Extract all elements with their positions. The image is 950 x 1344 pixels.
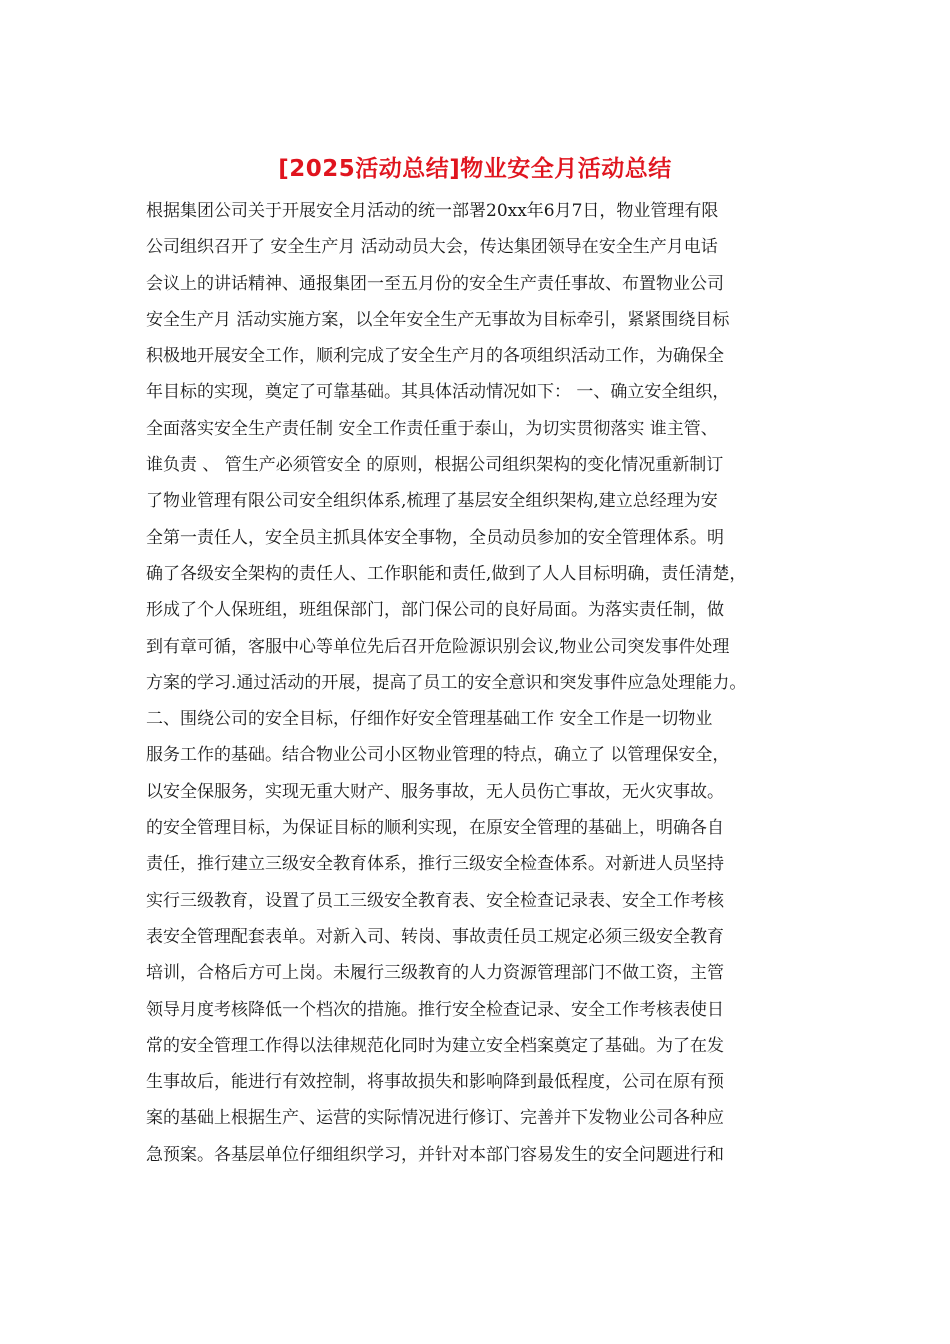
body-text-line: 到有章可循，客服中心等单位先后召开危险源识别会议,物业公司突发事件处理 [146,636,730,657]
body-text-line: 确了各级安全架构的责任人、工作职能和责任,做到了人人目标明确，责任清楚， [146,563,747,584]
body-text-line: 责任，推行建立三级安全教育体系，推行三级安全检查体系。对新进人员坚持 [146,854,724,875]
body-text-line: 培训，合格后方可上岗。未履行三级教育的人力资源管理部门不做工资，主管 [146,963,724,984]
body-text-line: 的安全管理目标，为保证目标的顺利实现，在原安全管理的基础上，明确各自 [146,818,724,839]
body-text-line: 生事故后，能进行有效控制，将事故损失和影响降到最低程度，公司在原有预 [146,1072,724,1093]
body-text-line: 根据集团公司关于开展安全月活动的统一部署20xx年6月7日，物业管理有限 [146,201,719,221]
body-text-line: 全第一责任人，安全员主抓具体安全事物，全员动员参加的安全管理体系。明 [146,527,724,548]
body-text-line: 积极地开展安全工作，顺利完成了安全生产月的各项组织活动工作，为确保全 [146,346,724,367]
body-text-line: 以安全保服务，实现无重大财产、服务事故，无人员伤亡事故，无火灾事故。 [146,781,724,802]
body-text-line: 会议上的讲话精神、通报集团一至五月份的安全生产责任事故、布置物业公司 [146,273,724,294]
body-text-line: 谁负责 、 管生产必须管安全 的原则，根据公司组织架构的变化情况重新制订 [146,455,724,476]
body-text-line: 领导月度考核降低一个档次的措施。推行安全检查记录、安全工作考核表使日 [146,999,724,1020]
body-text-line: 形成了个人保班组，班组保部门，部门保公司的良好局面。为落实责任制，做 [146,600,724,621]
document-body [146,196,826,1176]
body-text-line: 公司组织召开了 安全生产月 活动动员大会，传达集团领导在安全生产月电话 [146,237,718,258]
body-text-line: 表安全管理配套表单。对新入司、转岗、事故责任员工规定必须三级安全教育 [146,926,724,947]
body-text-line: 方案的学习.通过活动的开展，提高了员工的安全意识和突发事件应急处理能力。 [146,672,747,693]
body-text-line: 年目标的实现，奠定了可靠基础。其具体活动情况如下： 一、确立安全组织， [146,382,730,403]
body-text-line: 常的安全管理工作得以法律规范化同时为建立安全档案奠定了基础。为了在发 [146,1035,724,1056]
body-text-line: 急预案。各基层单位仔细组织学习，并针对本部门容易发生的安全问题进行和 [146,1144,724,1165]
body-text-line: 了物业管理有限公司安全组织体系,梳理了基层安全组织架构,建立总经理为安 [146,491,718,512]
body-text-line: 安全生产月 活动实施方案，以全年安全生产无事故为目标牵引，紧紧围绕目标 [146,309,730,330]
body-text-line: 案的基础上根据生产、运营的实际情况进行修订、完善并下发物业公司各种应 [146,1108,724,1129]
body-text-line: 实行三级教育，设置了员工三级安全教育表、安全检查记录表、安全工作考核 [146,890,724,911]
body-text-line: 服务工作的基础。结合物业公司小区物业管理的特点，确立了 以管理保安全， [146,745,730,766]
body-text-line: 二、围绕公司的安全目标，仔细作好安全管理基础工作 安全工作是一切物业 [146,709,713,730]
document-title: [2025活动总结]物业安全月活动总结 [278,156,672,182]
body-text-line: 全面落实安全生产责任制 安全工作责任重于泰山，为切实贯彻落实 谁主管、 [146,418,718,439]
